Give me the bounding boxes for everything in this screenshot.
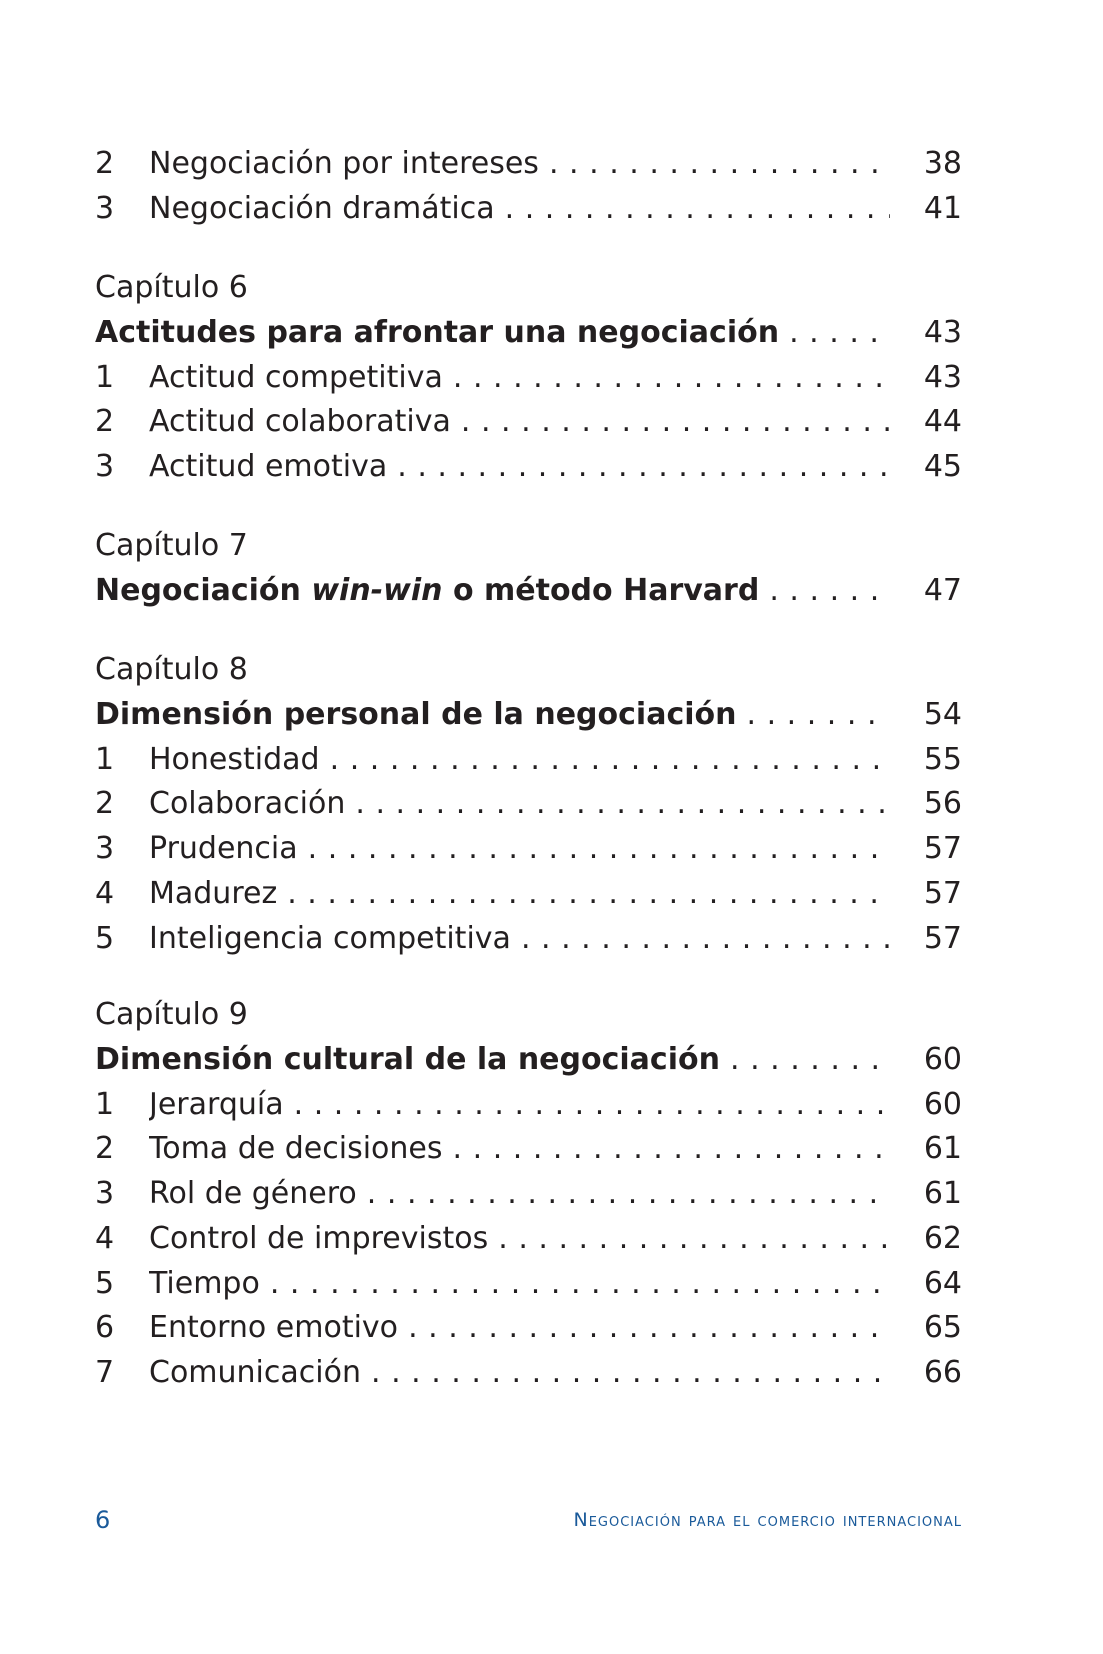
- toc-item-page: 41: [923, 191, 962, 226]
- toc-chapter-heading: [95, 993, 962, 1037]
- toc-item-number: 1: [95, 742, 115, 777]
- toc-item-number: 4: [95, 876, 115, 911]
- toc-item-label: Negociación por intereses . . .: [149, 142, 890, 186]
- toc-item: [95, 400, 962, 444]
- toc-chapter-label: Capítulo 7: [95, 528, 248, 563]
- toc-item-number: 3: [95, 831, 115, 866]
- toc-chapter-title: [95, 1038, 962, 1082]
- toc-item-label: Entorno emotivo . . .: [149, 1306, 890, 1350]
- toc-item-page: 55: [923, 742, 962, 777]
- toc-title-part: o método Harvard: [442, 573, 760, 608]
- toc-item-label: Prudencia . . .: [149, 827, 890, 871]
- toc-item: [95, 445, 962, 489]
- toc-item-label: Inteligencia competitiva . . .: [149, 917, 890, 961]
- toc-item-number: 1: [95, 360, 115, 395]
- toc-item: [95, 782, 962, 826]
- toc-chapter-title: [95, 693, 962, 737]
- toc-chapter-heading: [95, 524, 962, 568]
- toc-item-number: 1: [95, 1087, 115, 1122]
- toc-title-emphasis: win-win: [311, 573, 443, 608]
- page-footer: [95, 1500, 962, 1540]
- toc-chapter-heading: [95, 266, 962, 310]
- toc-item: [95, 142, 962, 186]
- toc-item: [95, 1351, 962, 1395]
- toc-item-number: 7: [95, 1355, 115, 1390]
- page-number: 6: [95, 1506, 111, 1534]
- toc-item-page: 57: [923, 831, 962, 866]
- toc-item-page: 60: [923, 1087, 962, 1122]
- toc-item-page: 44: [923, 404, 962, 439]
- toc-item-page: 56: [923, 786, 962, 821]
- toc-item-page: 65: [923, 1310, 962, 1345]
- running-title: Negociación para el comercio internacional: [573, 1509, 962, 1531]
- toc-item-label: Actitud colaborativa . . .: [149, 400, 890, 444]
- toc-item-label: Negociación dramática . . .: [149, 187, 890, 231]
- toc-item: [95, 187, 962, 231]
- toc-chapter-title-label: Dimensión personal de la negociación . . .: [95, 693, 890, 737]
- toc-item-label: Honestidad . . .: [149, 738, 890, 782]
- toc-chapter-heading: [95, 648, 962, 692]
- toc-item-page: 61: [923, 1131, 962, 1166]
- toc-item-page: 66: [923, 1355, 962, 1390]
- toc-item-label: Control de imprevistos . . .: [149, 1217, 890, 1261]
- toc-item: [95, 1083, 962, 1127]
- toc-item: [95, 1217, 962, 1261]
- toc-chapter-title-label: Actitudes para afrontar una negociación . . .: [95, 311, 890, 355]
- toc-chapter-label: Capítulo 8: [95, 652, 248, 687]
- toc-item-page: 62: [923, 1221, 962, 1256]
- toc-item-label: Madurez . . .: [149, 872, 890, 916]
- toc-item-label: Rol de género . . .: [149, 1172, 890, 1216]
- toc-item-label: Comunicación . . .: [149, 1351, 890, 1395]
- toc-item: [95, 1127, 962, 1171]
- toc-item-number: 2: [95, 404, 115, 439]
- toc-item-number: 5: [95, 1266, 115, 1301]
- toc-item-page: 43: [923, 360, 962, 395]
- toc-item-page: 45: [923, 449, 962, 484]
- toc-item: [95, 1172, 962, 1216]
- toc-chapter-title-page: 43: [923, 315, 962, 350]
- toc-item-label: Jerarquía . . .: [149, 1083, 890, 1127]
- toc-chapter-title-label: [95, 569, 890, 613]
- toc-item-label: Actitud emotiva . . .: [149, 445, 890, 489]
- toc-item-number: 3: [95, 1176, 115, 1211]
- toc-item-label: Tiempo . . .: [149, 1262, 890, 1306]
- toc-chapter-title-page: 47: [923, 573, 962, 608]
- toc-item-number: 2: [95, 1131, 115, 1166]
- toc-item: [95, 738, 962, 782]
- toc-chapter-label: Capítulo 6: [95, 270, 248, 305]
- toc-item: [95, 827, 962, 871]
- toc-title-part: Negociación: [95, 573, 312, 608]
- toc-chapter-title: [95, 311, 962, 355]
- toc-item-number: 4: [95, 1221, 115, 1256]
- toc-item-number: 3: [95, 191, 115, 226]
- toc-item-label: Colaboración . . .: [149, 782, 890, 826]
- toc-item-page: 57: [923, 921, 962, 956]
- toc-item: [95, 1306, 962, 1350]
- toc-chapter-title-label: Dimensión cultural de la negociación . . .: [95, 1038, 890, 1082]
- toc-item-label: Toma de decisiones . . .: [149, 1127, 890, 1171]
- toc-item: [95, 917, 962, 961]
- toc-item: [95, 356, 962, 400]
- toc-item: [95, 872, 962, 916]
- toc-item-page: 57: [923, 876, 962, 911]
- toc-chapter-label: Capítulo 9: [95, 997, 248, 1032]
- toc-chapter-title-page: 60: [923, 1042, 962, 1077]
- toc-chapter-title-page: 54: [923, 697, 962, 732]
- toc-item-page: 64: [923, 1266, 962, 1301]
- toc-item-page: 61: [923, 1176, 962, 1211]
- toc-item-page: 38: [923, 146, 962, 181]
- toc-chapter-title: [95, 569, 962, 613]
- toc-item-number: 5: [95, 921, 115, 956]
- toc-item-number: 6: [95, 1310, 115, 1345]
- toc-item-number: 2: [95, 146, 115, 181]
- toc-item-number: 2: [95, 786, 115, 821]
- toc-item-label: Actitud competitiva . . .: [149, 356, 890, 400]
- toc-item: [95, 1262, 962, 1306]
- toc-item-number: 3: [95, 449, 115, 484]
